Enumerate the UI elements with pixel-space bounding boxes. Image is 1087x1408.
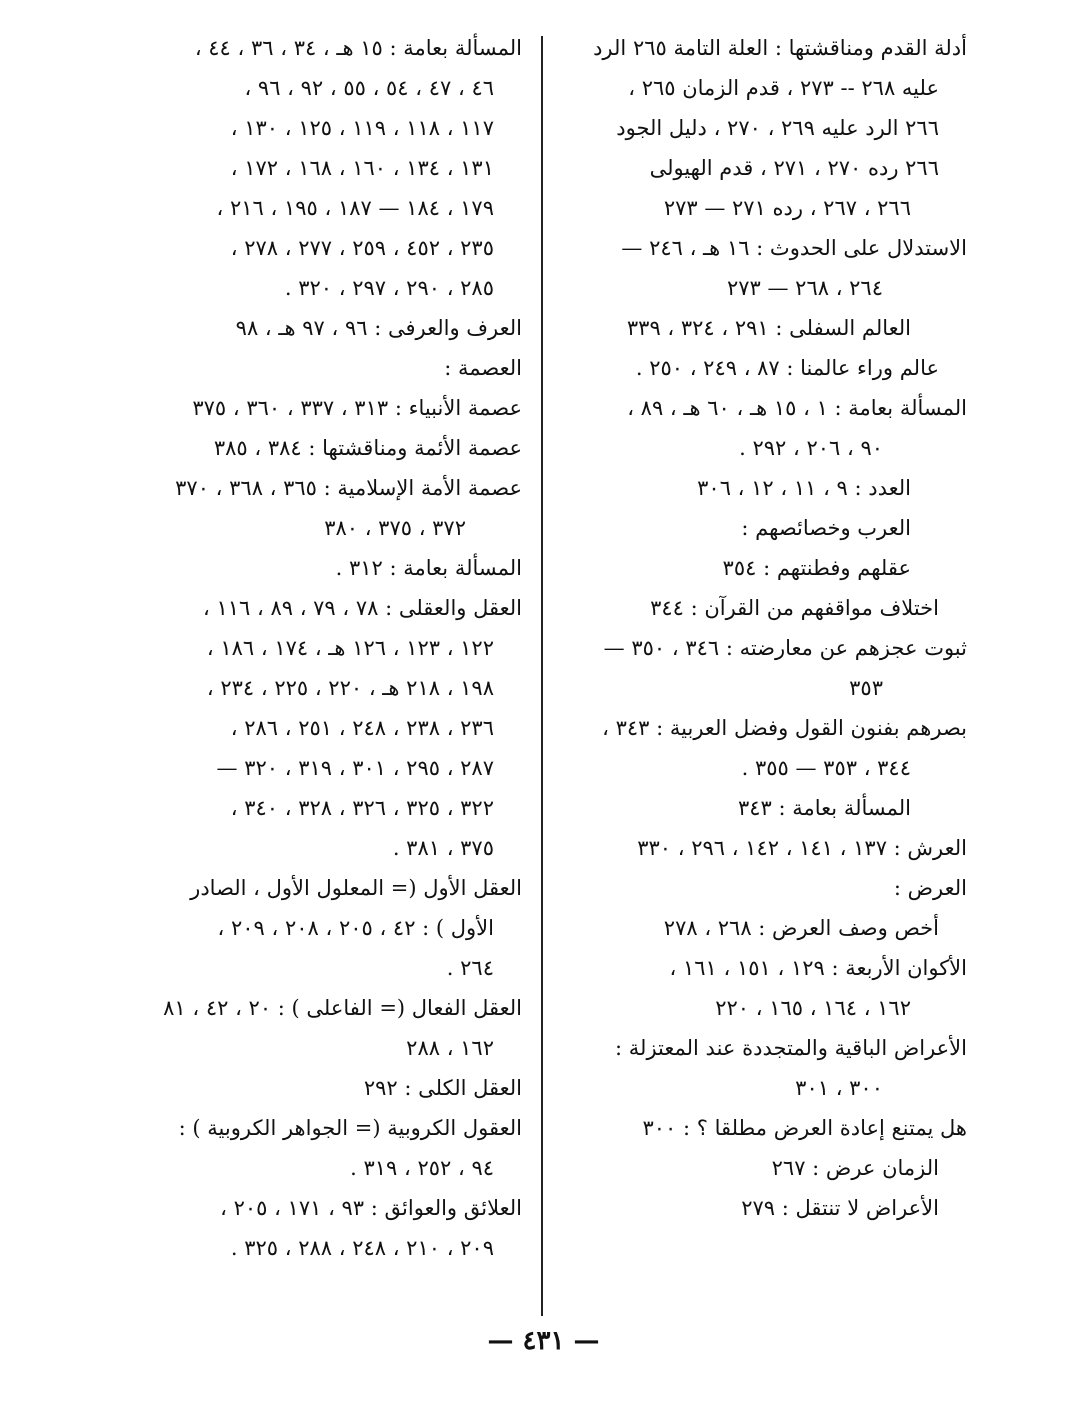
left-column [82,28,522,1268]
index-entry-line: الأكوان الأربعة : ١٢٩ ، ١٥١ ، ١٦١ ، [669,956,967,980]
index-entry-line: ٢٦٦ الرد عليه ٢٦٩ ، ٢٧٠ ، دليل الجود [616,116,939,140]
index-entry-line: ثبوت عجزهم عن معارضته : ٣٤٦ ، ٣٥٠ — [603,636,967,660]
index-entry-line: ١٦٢ ، ١٦٤ ، ١٦٥ ، ٢٢٠ [715,996,911,1020]
index-entry-line: ٢٨٥ ، ٢٩٠ ، ٢٩٧ ، ٣٢٠ . [284,276,494,300]
index-entry-line: العلائق والعوائق : ٩٣ ، ١٧١ ، ٢٠٥ ، [220,1196,522,1220]
index-entry-line: ٣٧٥ ، ٣٨١ . [392,836,494,860]
index-entry-line: عالم وراء عالمنا : ٨٧ ، ٢٤٩ ، ٢٥٠ . [635,356,939,380]
index-entry-line: العرب وخصائصهم : [741,516,911,540]
index-entry-line: المسألة بعامة : ٣١٢ . [335,556,522,580]
index-entry-line: ٩٤ ، ٢٥٢ ، ٣١٩ . [350,1156,494,1180]
index-entry-line: ٣٠٠ ، ٣٠١ [795,1076,883,1100]
index-entry-line: المسألة بعامة : ١٥ هـ ، ٣٤ ، ٣٦ ، ٤٤ ، [194,36,522,60]
index-entry-line: المسألة بعامة : ١ ، ١٥ هـ ، ٦٠ هـ ، ٨٩ ، [627,396,967,420]
index-entry-line: الأول ) : ٤٢ ، ٢٠٥ ، ٢٠٨ ، ٢٠٩ ، [217,916,494,940]
index-entry-line: ٢٦٤ . [446,956,494,980]
index-entry-line: ٢٦٤ ، ٢٦٨ — ٢٧٣ [726,276,883,300]
index-entry-line: ١٢٢ ، ١٢٣ ، ١٢٦ هـ ، ١٧٤ ، ١٨٦ ، [206,636,494,660]
index-entry-line: العرش : ١٣٧ ، ١٤١ ، ١٤٢ ، ٢٩٦ ، ٣٣٠ [637,836,967,860]
index-entry-line: العرف والعرفى : ٩٦ ، ٩٧ هـ ، ٩٨ [235,316,522,340]
index-entry-line: ٢٦٦ ، ٢٦٧ ، رده ٢٧١ — ٢٧٣ [663,196,911,220]
index-entry-line: ١٩٨ ، ٢١٨ هـ ، ٢٢٠ ، ٢٢٥ ، ٢٣٤ ، [206,676,494,700]
index-entry-line: العقل الأول (= المعلول الأول ، الصادر [190,876,522,900]
index-entry-line: ٤٦ ، ٤٧ ، ٥٤ ، ٥٥ ، ٩٢ ، ٩٦ ، [244,76,494,100]
index-entry-line: الأعراض لا تنتقل : ٢٧٩ [741,1196,939,1220]
index-entry-line: ٣٢٢ ، ٣٢٥ ، ٣٢٦ ، ٣٢٨ ، ٣٤٠ ، [230,796,494,820]
index-entry-line: ١١٧ ، ١١٨ ، ١١٩ ، ١٢٥ ، ١٣٠ ، [230,116,494,140]
index-entry-line: أدلة القدم ومناقشتها : العلة التامة ٢٦٥ الرد [593,36,967,60]
index-entry-line: العقل الفعال (= الفاعلى ) : ٢٠ ، ٤٢ ، ٨١ [163,996,522,1020]
index-entry-line: ٢٣٦ ، ٢٣٨ ، ٢٤٨ ، ٢٥١ ، ٢٨٦ ، [230,716,494,740]
index-entry-line: الاستدلال على الحدوث : ١٦ هـ ، ٢٤٦ — [621,236,967,260]
index-entry-line: ١٣١ ، ١٣٤ ، ١٦٠ ، ١٦٨ ، ١٧٢ ، [230,156,494,180]
index-entry-line: ٣٥٣ [849,676,883,700]
index-entry-line: بصرهم بفنون القول وفضل العربية : ٣٤٣ ، [602,716,967,740]
index-entry-line: الأعراض الباقية والمتجددة عند المعتزلة : [615,1036,967,1060]
index-entry-line: عصمة الأنبياء : ٣١٣ ، ٣٣٧ ، ٣٦٠ ، ٣٧٥ [192,396,522,420]
index-entry-line: ١٧٩ ، ١٨٤ — ١٨٧ ، ١٩٥ ، ٢١٦ ، [216,196,494,220]
right-column [527,28,967,1228]
index-entry-line: عقلهم وفطنتهم : ٣٥٤ [722,556,911,580]
index-entry-line: العدد : ٩ ، ١١ ، ١٢ ، ٣٠٦ [697,476,911,500]
index-entry-line: العرض : [893,876,967,900]
index-entry-line: العقول الكروبية (= الجواهر الكروبية ) : [178,1116,522,1140]
index-entry-line: أخص وصف العرض : ٢٦٨ ، ٢٧٨ [663,916,939,940]
index-entry-line: العالم السفلى : ٢٩١ ، ٣٢٤ ، ٣٣٩ [626,316,911,340]
index-entry-line: عليه ٢٦٨ -- ٢٧٣ ، قدم الزمان ٢٦٥ ، [628,76,939,100]
index-entry-line: هل يمتنع إعادة العرض مطلقا ؟ : ٣٠٠ [642,1116,967,1140]
index-entry-line: ٢٠٩ ، ٢١٠ ، ٢٤٨ ، ٢٨٨ ، ٣٢٥ . [230,1236,494,1260]
index-entry-line: اختلاف مواقفهم من القرآن : ٣٤٤ [650,596,939,620]
index-entry-line: ٢٣٥ ، ٤٥٢ ، ٢٥٩ ، ٢٧٧ ، ٢٧٨ ، [230,236,494,260]
index-entry-line: ٣٧٢ ، ٣٧٥ ، ٣٨٠ [324,516,466,540]
index-entry-line: ١٦٢ ، ٢٨٨ [406,1036,494,1060]
index-entry-line: ٣٤٤ ، ٣٥٣ — ٣٥٥ . [741,756,911,780]
index-entry-line: عصمة الأمة الإسلامية : ٣٦٥ ، ٣٦٨ ، ٣٧٠ [175,476,522,500]
index-entry-line: عصمة الأئمة ومناقشتها : ٣٨٤ ، ٣٨٥ [213,436,522,460]
index-entry-line: العصمة : [444,356,522,380]
index-entry-line: العقل والعقلى : ٧٨ ، ٧٩ ، ٨٩ ، ١١٦ ، [203,596,522,620]
column-divider [541,36,543,1316]
index-entry-line: ٢٦٦ رده ٢٧٠ ، ٢٧١ ، قدم الهيولى [649,156,939,180]
index-entry-line: العقل الكلى : ٢٩٢ [363,1076,522,1100]
page-number: — ٤٣١ — [487,1326,600,1356]
index-entry-line: المسألة بعامة : ٣٤٣ [738,796,911,820]
index-entry-line: الزمان عرض : ٢٦٧ [771,1156,939,1180]
index-entry-line: ٢٨٧ ، ٢٩٥ ، ٣٠١ ، ٣١٩ ، ٣٢٠ — [216,756,494,780]
index-entry-line: ٩٠ ، ٢٠٦ ، ٢٩٢ . [739,436,883,460]
